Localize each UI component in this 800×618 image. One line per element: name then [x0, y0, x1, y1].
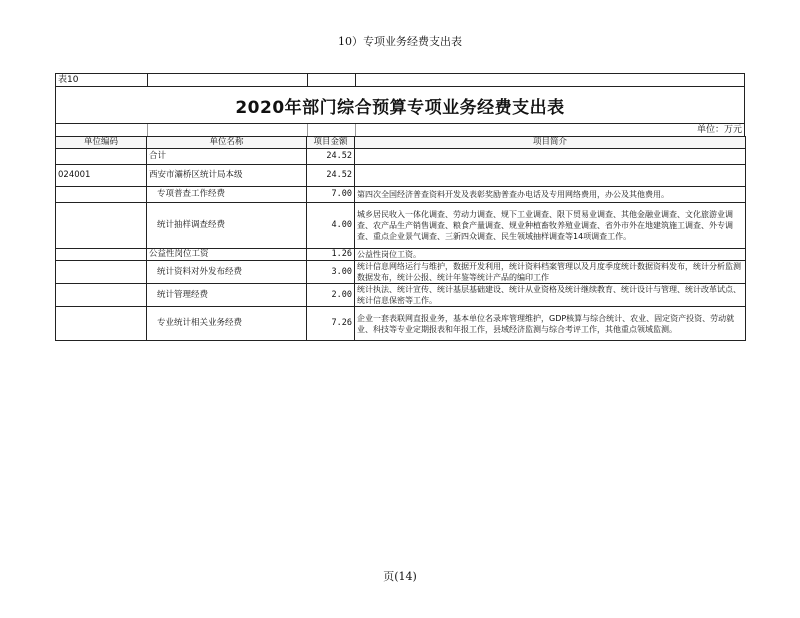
table-row — [56, 149, 746, 165]
expense-table — [55, 136, 746, 341]
cell-code — [56, 149, 147, 165]
cell-code — [56, 307, 147, 341]
table-row — [56, 261, 746, 284]
cell-amount: 2.00 — [307, 284, 355, 307]
cell-amount: 4.00 — [307, 203, 355, 249]
cell-desc: 第四次全国经济普查资料开发及表彰奖励普查办电话及专用网络费用，办公及其他费用。 — [355, 187, 746, 203]
cell-amount: 24.52 — [307, 165, 355, 187]
cell-amount: 1.26 — [307, 249, 355, 261]
unit-row — [55, 124, 745, 136]
cell-code — [56, 249, 147, 261]
cell-amount: 7.26 — [307, 307, 355, 341]
cell-desc: 企业一套表联网直报业务，基本单位名录库管理维护，GDP核算与综合统计、农业、固定资产投资、劳动就业、科技等专业定期报表和年报工作，县域经济监测与综合考评工作，其他重点领域监测。 — [355, 307, 746, 341]
cell-desc: 统计执法、统计宣传、统计基层基础建设、统计从业资格及统计继续教育、统计设计与管理、统计改革试点、统计信息保密等工作。 — [355, 284, 746, 307]
header-amount: 项目金额 — [307, 137, 355, 149]
cell-name: 统计资料对外发布经费 — [147, 261, 307, 284]
cell-code — [56, 203, 147, 249]
table-row — [56, 307, 746, 341]
cell-name: 合计 — [147, 149, 307, 165]
cell-amount: 3.00 — [307, 261, 355, 284]
table-row — [56, 187, 746, 203]
cell-name: 西安市灞桥区统计局本级 — [147, 165, 307, 187]
page-header: 10）专项业务经费支出表 — [338, 35, 462, 48]
table-header-row — [56, 137, 746, 149]
cell-name: 专项普查工作经费 — [147, 187, 307, 203]
page-footer: 页(14) — [383, 570, 417, 583]
cell-name: 公益性岗位工资 — [147, 249, 307, 261]
cell-code — [56, 261, 147, 284]
cell-name: 统计抽样调查经费 — [147, 203, 307, 249]
unit-label: 单位：万元 — [696, 125, 742, 135]
cell-code: 024001 — [56, 165, 147, 187]
header-desc: 项目简介 — [355, 137, 746, 149]
cell-code — [56, 187, 147, 203]
cell-desc — [355, 165, 746, 187]
table-row — [56, 165, 746, 187]
cell-amount: 24.52 — [307, 149, 355, 165]
table-row — [56, 284, 746, 307]
table-tag: 表10 — [56, 74, 148, 86]
cell-name: 专业统计相关业务经费 — [147, 307, 307, 341]
table-row — [56, 249, 746, 261]
table-sheet — [55, 73, 745, 341]
header-name: 单位名称 — [147, 137, 307, 149]
cell-name: 统计管理经费 — [147, 284, 307, 307]
table-tag-row — [55, 73, 745, 86]
cell-desc — [355, 149, 746, 165]
report-title: 2020年部门综合预算专项业务经费支出表 — [55, 86, 745, 124]
cell-amount: 7.00 — [307, 187, 355, 203]
header-code: 单位编码 — [56, 137, 147, 149]
cell-desc: 城乡居民收入一体化调查、劳动力调查、规下工业调查、限下贸易业调查、其他金融业调查、文化旅游业调查、农产品生产销售调查、粮食产量调查、规业种植畜牧养殖业调查、省外市外在地建筑施工调查、外专调查、重点企业景气调查、三新四众调查、民生领域抽样调查等14项调查工作。 — [355, 203, 746, 249]
cell-code — [56, 284, 147, 307]
table-row — [56, 203, 746, 249]
cell-desc: 公益性岗位工资。 — [355, 249, 746, 261]
cell-desc: 统计信息网络运行与维护，数据开发利用，统计资料档案管理以及月度季度统计数据资料发布，统计分析监测数据发布，统计公报、统计年鉴等统计产品的编印工作 — [355, 261, 746, 284]
